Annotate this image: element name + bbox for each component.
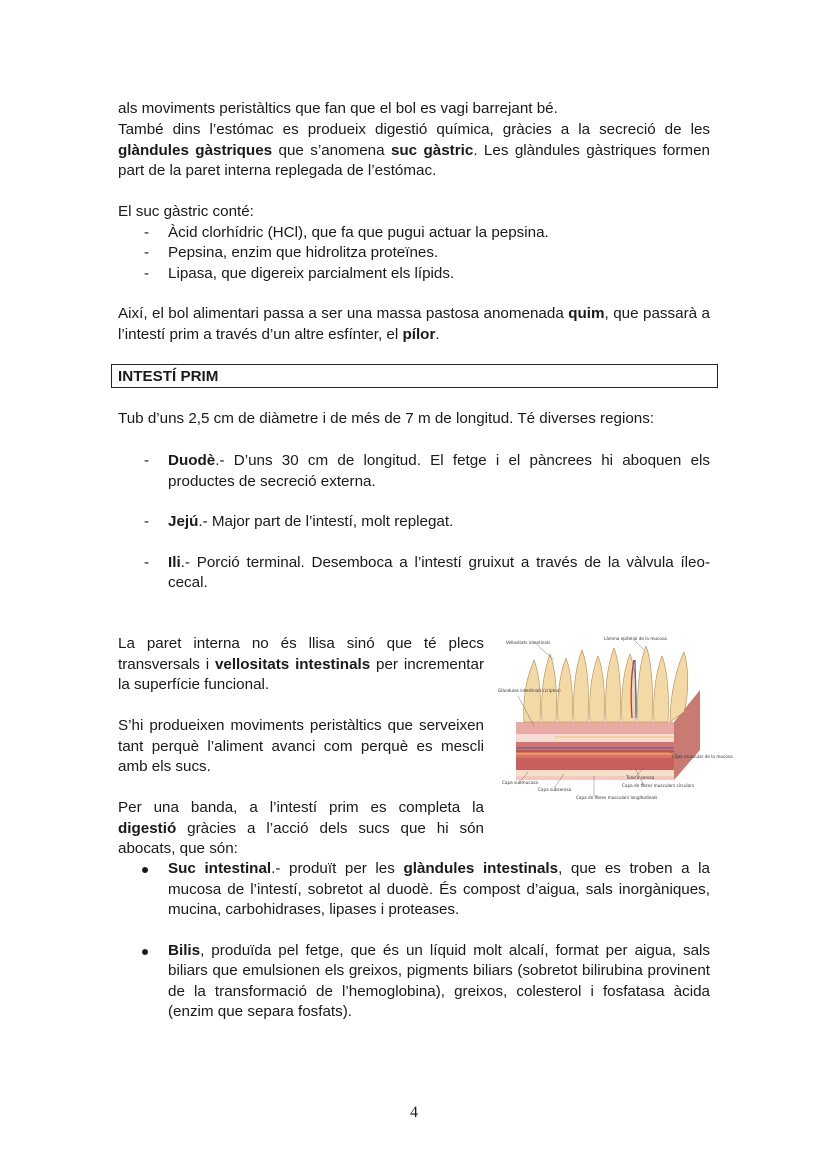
section-header-box (111, 364, 718, 388)
dash-marker: - (144, 223, 150, 241)
juice-name: Bilis (168, 941, 201, 959)
dash-marker: - (144, 513, 150, 530)
chyme-text (118, 304, 710, 345)
text-span: .- produït per les (271, 860, 404, 877)
peristalsis-paragraph (118, 716, 484, 778)
region-text: .- D’uns 30 cm de longitud. El fetge i el pàncrees hi aboquen els productes de secreció externa. (168, 452, 710, 490)
section-title: INTESTÍ PRIM (118, 368, 219, 385)
region-item-jeju (118, 512, 710, 533)
gastric-chemistry-paragraph (118, 120, 710, 182)
text-span: També dins l’estómac es produeix digestió química, gràcies a la secreció de les (118, 121, 710, 138)
list-item-text: Àcid clorhídric (HCl), que fa que pugui actuar la pepsina. (168, 223, 549, 241)
list-item-text: Pepsina, enzim que hidrolitza proteïnes. (168, 244, 439, 261)
bullet-marker (142, 867, 148, 873)
text-span: gràcies a l’acció dels sucs que hi són abocats, que són: (118, 819, 484, 857)
label-serosa: Túnica serosa (626, 775, 655, 780)
juices-items (118, 859, 710, 1023)
intro-text: als moviments peristàltics que fan que el bol es vagi barrejant bé. (118, 100, 558, 117)
dash-marker: - (144, 244, 150, 261)
gastric-juice-list (118, 223, 710, 285)
text-span: que s’anomena (272, 141, 391, 159)
list-item-text: Lipasa, que digereix parcialment els lípids. (168, 264, 455, 282)
region-item-duode (118, 451, 710, 492)
digestion-paragraph (118, 798, 484, 860)
tube-text: Tub d’uns 2,5 cm de diàmetre i de més de 7 m de longitud. Té diverses regions: (118, 410, 655, 427)
label-muscular-mucosa: Capa muscular de la mucosa (672, 754, 733, 759)
gastric-chemistry-text (118, 120, 710, 182)
tube-paragraph (118, 409, 710, 430)
bold-term: quim (568, 305, 605, 322)
bold-term: suc gàstric (390, 141, 474, 159)
label-longitudinal: Capa de fibres musculars longitudinals (576, 795, 658, 800)
gastric-juice-section (118, 202, 710, 284)
list-item (118, 264, 710, 285)
regions-items (118, 451, 710, 594)
wall-text (118, 634, 484, 696)
dash-marker: - (144, 264, 150, 282)
text-span: . Les glàndules gàstriques formen part de la paret interna replegada de l’estómac. (118, 141, 710, 179)
list-item (118, 223, 710, 244)
gastric-juice-heading: El suc gàstric conté: (118, 203, 254, 220)
chyme-paragraph (118, 304, 710, 345)
label-glands: Glàndules intestinals (criptes) (498, 688, 561, 693)
label-epithelial: Làmina epitelial de la mucosa (604, 636, 667, 641)
text-span: Així, el bol alimentari passa a ser una massa pastosa anomenada (118, 305, 569, 322)
intestinal-wall-illustration (494, 630, 733, 820)
text-span: . (435, 325, 440, 343)
region-name: Duodè (168, 452, 216, 469)
wall-paragraph (118, 634, 484, 696)
page-number: 4 (410, 1104, 418, 1121)
juice-item-intestinal (118, 859, 710, 921)
bold-term: vellositats intestinals (214, 655, 371, 673)
digestion-text (118, 798, 484, 860)
region-item-ili (118, 553, 710, 594)
text-span: , que es troben a la mucosa de l’intestí, sobretot al duodè. És compost d’aigua, sals inorgàniques, mucina, carbohidrases, lipases i proteases. (168, 860, 710, 918)
text-span: Per una banda, a l’intestí prim es completa la (118, 799, 484, 816)
region-name: Ili (168, 553, 181, 571)
regions-list (118, 451, 710, 594)
text-span: La paret interna no és llisa sinó que té plecs transversals i (118, 635, 484, 673)
region-text: .- Major part de l’intestí, molt replegat. (198, 513, 454, 530)
bold-term: glàndules gàstriques (118, 141, 273, 159)
peristalsis-text: S’hi produeixen moviments peristàltics que serveixen tant perquè l’aliment avanci com perquè es mescli amb els sucs. (118, 717, 484, 775)
dash-marker: - (144, 452, 150, 469)
label-submucosa: Capa submucosa (502, 780, 538, 785)
region-text: .- Porció terminal. Desemboca a l’intestí gruixut a través de la vàlvula íleo-cecal. (168, 553, 710, 591)
bold-term: pílor (402, 325, 436, 343)
text-span: per incrementar la superfície funcional. (118, 655, 485, 693)
list-item (118, 243, 710, 264)
dash-marker: - (144, 553, 150, 571)
label-subserosa: Capa subserosa (538, 787, 572, 792)
intestinal-wall-figure (494, 630, 733, 820)
region-name: Jejú (168, 513, 199, 530)
bold-term: glàndules intestinals (403, 860, 559, 877)
villi-group (524, 646, 688, 722)
intro-line (118, 99, 710, 120)
juices-list (118, 859, 710, 1023)
text-span: , que passarà a l’intestí prim a través d’un altre esfínter, el (118, 305, 710, 343)
juice-item-bilis (118, 941, 710, 1023)
bold-term: digestió (118, 819, 177, 837)
text-span: , produïda pel fetge, que és un líquid molt alcalí, format per aigua, sals biliars que emulsionen els greixos, pigments biliars (sobretot bilirubina provinent de la transformació de l’hemoglobina), greixos, colesterol i fosfatasa àcida (enzim que separa fosfats). (168, 941, 710, 1020)
bullet-marker (142, 949, 148, 955)
label-circular: Capa de fibres musculars circulars (622, 783, 695, 788)
label-villi: Vellositats intestinals (506, 640, 551, 645)
juice-name: Suc intestinal (168, 860, 272, 877)
